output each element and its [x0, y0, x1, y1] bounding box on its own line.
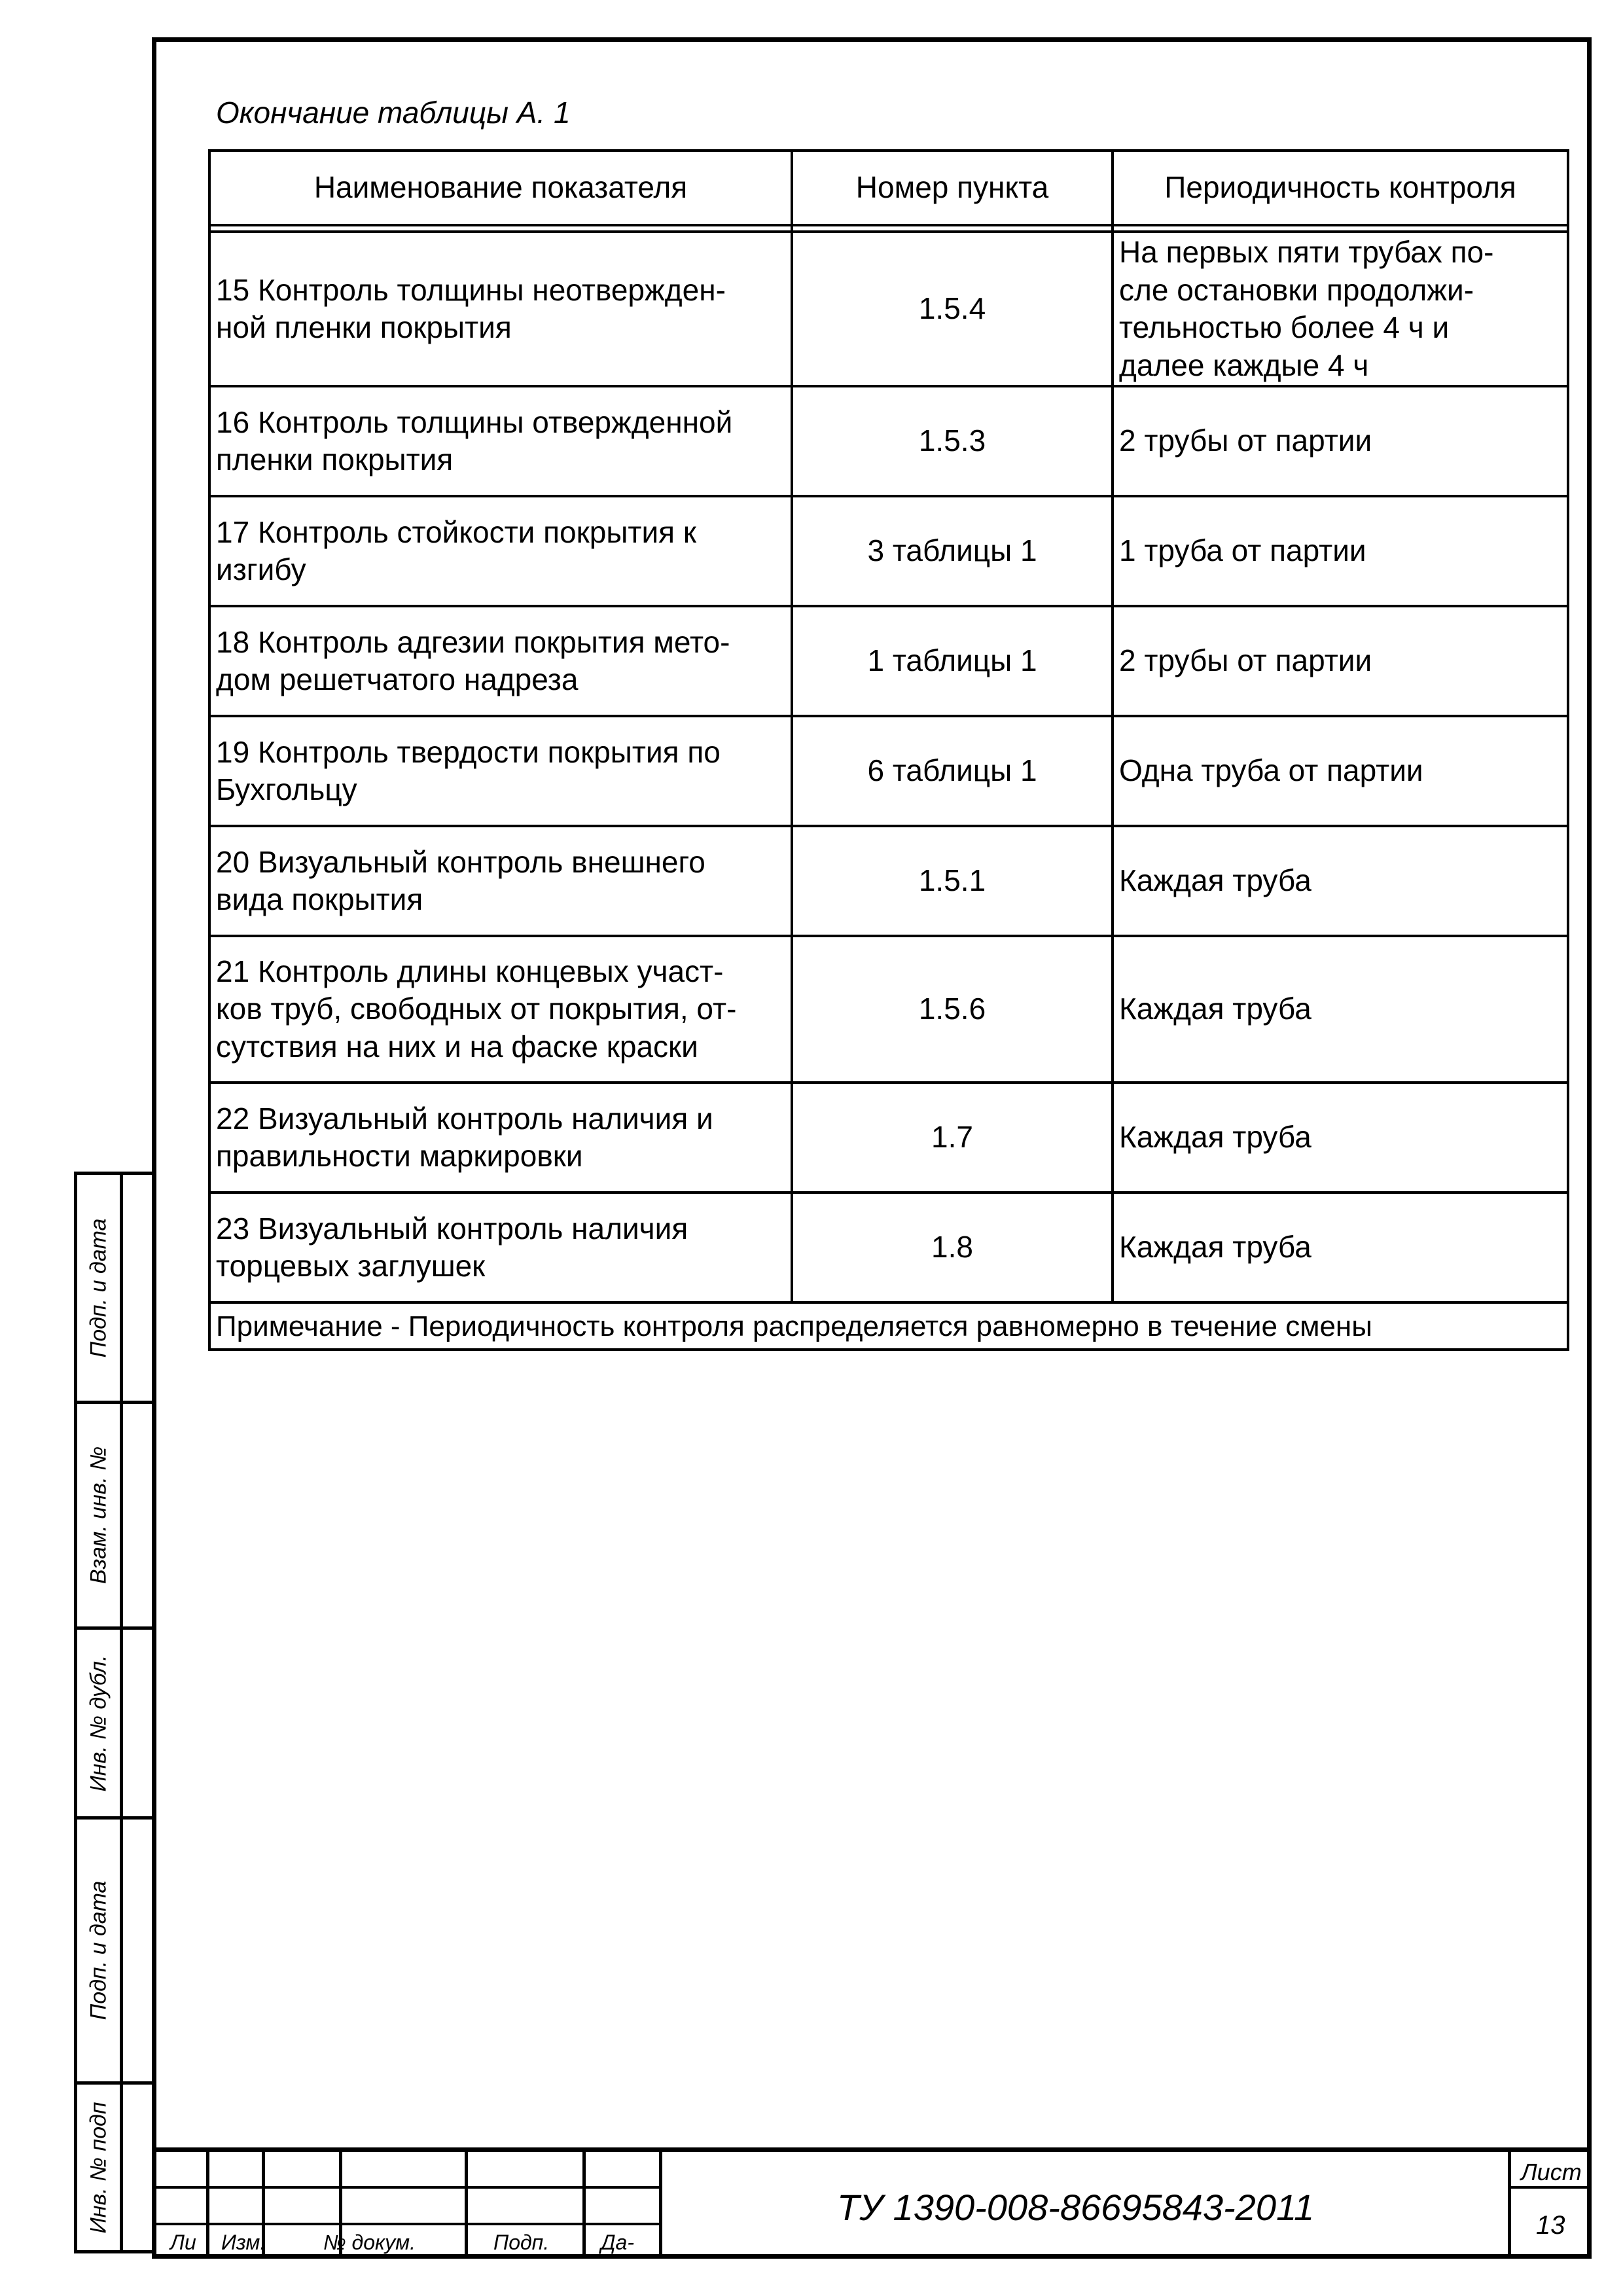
side-stamp-cell — [74, 1816, 152, 2081]
side-stamp-label: Инв. № дубл. — [86, 1654, 111, 1792]
cell-name: 16 Контроль толщины отвержденной пленки покрытия — [209, 386, 792, 496]
cell-name: 19 Контроль твердости покрытия по Бухгольцу — [209, 716, 792, 826]
cell-name: 20 Визуальный контроль внешнего вида покрытия — [209, 826, 792, 936]
cell-item: 1.5.1 — [792, 826, 1113, 936]
cell-frequency: 2 трубы от партии — [1113, 386, 1568, 496]
title-block — [152, 2147, 1592, 2259]
side-stamp-cell — [74, 1401, 152, 1626]
tb-label-docnum: № докум. — [323, 2231, 416, 2254]
table-header-row — [209, 151, 1568, 225]
tb-label-li: Ли — [170, 2231, 196, 2254]
table-row — [209, 606, 1568, 716]
side-stamp-label: Взам. инв. № — [86, 1446, 111, 1585]
cell-frequency: 2 трубы от партии — [1113, 606, 1568, 716]
cell-item: 3 таблицы 1 — [792, 496, 1113, 606]
cell-name: 17 Контроль стойкости покрытия к изгибу — [209, 496, 792, 606]
cell-item: 1.8 — [792, 1193, 1113, 1302]
cell-item: 1.7 — [792, 1083, 1113, 1193]
sheet-label: Лист — [1521, 2159, 1582, 2185]
table-note: Примечание - Периодичность контроля распределяется равномерно в течение смены — [209, 1302, 1568, 1350]
cell-frequency: Каждая труба — [1113, 1083, 1568, 1193]
side-stamp-label: Подп. и дата — [86, 1880, 111, 2020]
table-caption: Окончание таблицы А. 1 — [216, 96, 571, 130]
side-stamp-cell — [74, 2081, 152, 2253]
cell-item: 1.5.6 — [792, 936, 1113, 1083]
header-frequency: Периодичность контроля — [1113, 151, 1568, 225]
table-row — [209, 1083, 1568, 1193]
header-name: Наименование показателя — [209, 151, 792, 225]
side-stamp-cell — [74, 1172, 152, 1401]
cell-item: 6 таблицы 1 — [792, 716, 1113, 826]
sheet-number: 13 — [1536, 2211, 1565, 2240]
header-item: Номер пункта — [792, 151, 1113, 225]
tb-label-date: Да- — [601, 2231, 634, 2254]
table-row — [209, 936, 1568, 1083]
side-stamp-cell — [74, 1626, 152, 1816]
cell-frequency: Каждая труба — [1113, 936, 1568, 1083]
header-gap — [209, 225, 1568, 232]
cell-item: 1 таблицы 1 — [792, 606, 1113, 716]
table-row — [209, 386, 1568, 496]
cell-name: 15 Контроль толщины неотвержден- ной пленки покрытия — [209, 232, 792, 386]
cell-name: 22 Визуальный контроль наличия и правильности маркировки — [209, 1083, 792, 1193]
cell-frequency: На первых пяти трубах по- сле остановки продолжи- тельностью более 4 ч и далее каждые 4 ч — [1113, 232, 1568, 386]
side-stamp-label: Подп. и дата — [86, 1218, 111, 1357]
table-row — [209, 1193, 1568, 1302]
tb-label-izm: Изм. — [221, 2231, 266, 2254]
cell-frequency: 1 труба от партии — [1113, 496, 1568, 606]
cell-item: 1.5.4 — [792, 232, 1113, 386]
cell-name: 21 Контроль длины концевых участ- ков труб, свободных от покрытия, от- сутствия на них и на фаске краски — [209, 936, 792, 1083]
cell-frequency: Одна труба от партии — [1113, 716, 1568, 826]
table-row — [209, 826, 1568, 936]
side-stamp-label: Инв. № подп — [86, 2101, 111, 2234]
cell-item: 1.5.3 — [792, 386, 1113, 496]
table-note-row — [209, 1302, 1568, 1350]
table-row — [209, 232, 1568, 386]
cell-frequency: Каждая труба — [1113, 826, 1568, 936]
table-row — [209, 716, 1568, 826]
cell-frequency: Каждая труба — [1113, 1193, 1568, 1302]
document-number: ТУ 1390-008-86695843-2011 — [837, 2187, 1315, 2228]
table-body — [209, 232, 1568, 1350]
cell-name: 23 Визуальный контроль наличия торцевых заглушек — [209, 1193, 792, 1302]
tb-label-podp: Подп. — [493, 2231, 550, 2254]
cell-name: 18 Контроль адгезии покрытия мето- дом решетчатого надреза — [209, 606, 792, 716]
control-table — [208, 149, 1569, 1351]
table-row — [209, 496, 1568, 606]
